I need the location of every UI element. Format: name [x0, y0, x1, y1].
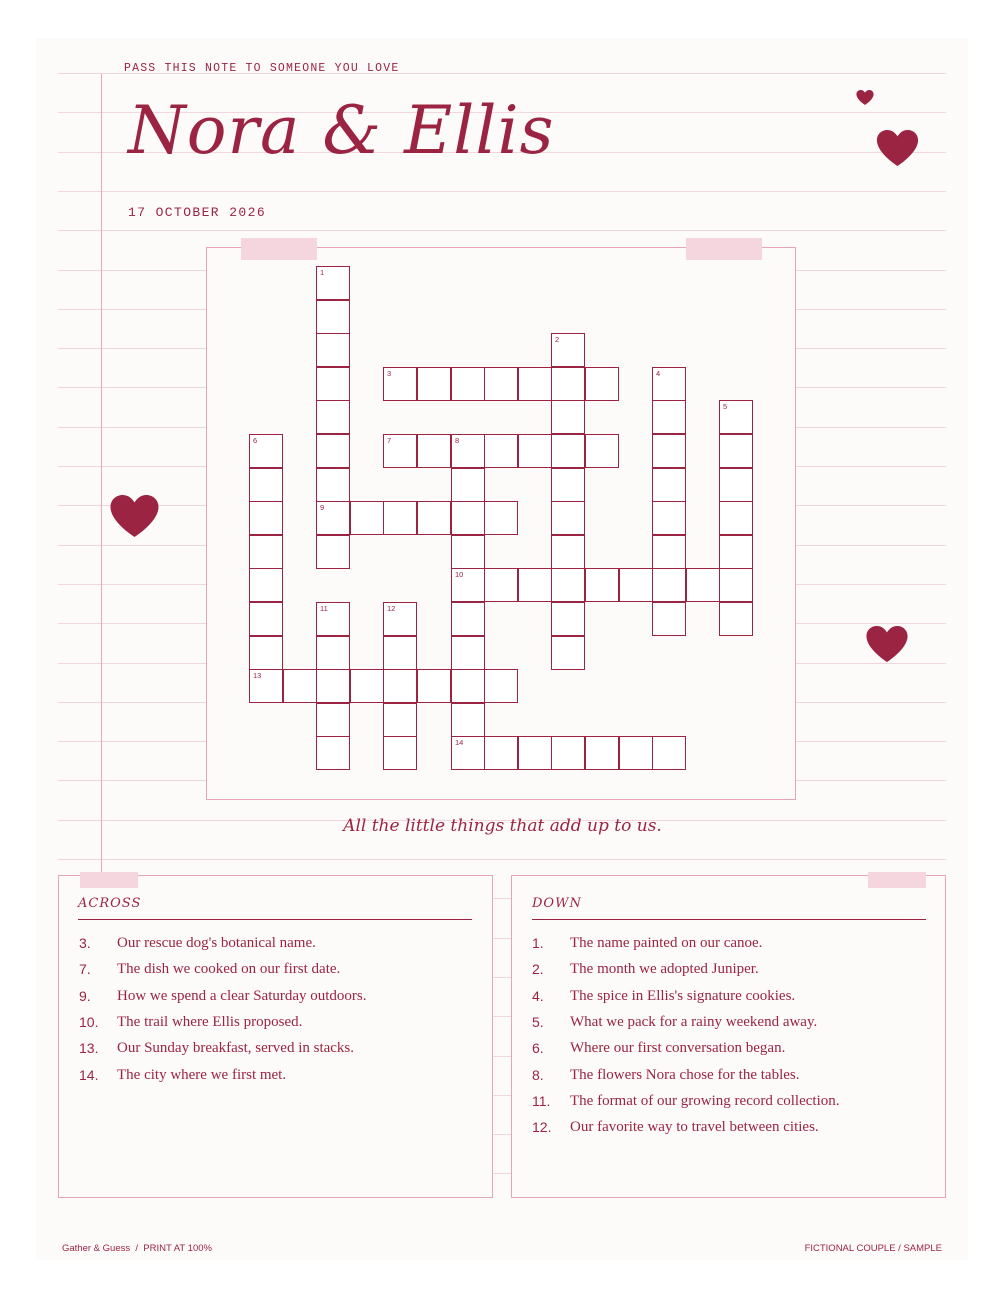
crossword-cell[interactable]: [719, 468, 753, 502]
crossword-cell[interactable]: [316, 468, 350, 502]
crossword-cell[interactable]: [249, 501, 283, 535]
crossword-cell[interactable]: [316, 636, 350, 670]
crossword-cell[interactable]: [518, 568, 552, 602]
clue-item-number: 13.: [79, 1040, 99, 1056]
down-divider: [532, 919, 926, 920]
clue-item-text: The name painted on our canoe.: [570, 935, 763, 951]
crossword-cell[interactable]: [652, 367, 686, 401]
clue-number: 3: [387, 369, 392, 378]
ruled-line: [58, 859, 946, 860]
clue-item-text: What we pack for a rainy weekend away.: [570, 1014, 818, 1030]
ruled-line: [58, 230, 946, 231]
heart-icon: [865, 626, 909, 662]
clue-item-number: 2.: [532, 961, 544, 977]
clue-item-text: Our rescue dog's botanical name.: [117, 935, 316, 951]
clue-item-number: 6.: [532, 1040, 544, 1056]
crossword-cell[interactable]: [451, 367, 485, 401]
crossword-cell[interactable]: [719, 602, 753, 636]
crossword-cell[interactable]: [585, 367, 619, 401]
crossword-cell[interactable]: [652, 400, 686, 434]
clue-item-number: 4.: [532, 988, 544, 1004]
crossword-cell[interactable]: [350, 501, 384, 535]
crossword-cell[interactable]: [249, 602, 283, 636]
crossword-cell[interactable]: [551, 434, 585, 468]
clue-number: 14: [455, 738, 464, 747]
crossword-cell[interactable]: [316, 736, 350, 770]
crossword-cell[interactable]: [316, 669, 350, 703]
crossword-cell[interactable]: [652, 736, 686, 770]
crossword-cell[interactable]: [249, 468, 283, 502]
tape-strip: [241, 238, 317, 260]
crossword-cell[interactable]: [551, 501, 585, 535]
clue-number: 7: [387, 436, 392, 445]
crossword-cell[interactable]: [350, 669, 384, 703]
crossword-cell[interactable]: [316, 266, 350, 300]
date-text: 17 OCTOBER 2026: [128, 205, 267, 220]
clue-number: 11: [320, 604, 328, 613]
crossword-cell[interactable]: [719, 535, 753, 569]
crossword-cell[interactable]: [451, 636, 485, 670]
crossword-cell[interactable]: [585, 434, 619, 468]
clue-item-text: Our Sunday breakfast, served in stacks.: [117, 1040, 355, 1056]
crossword-cell[interactable]: [383, 703, 417, 737]
crossword-cell[interactable]: [451, 669, 485, 703]
crossword-cell[interactable]: [316, 400, 350, 434]
page-title: Nora & Ellis: [128, 92, 555, 169]
crossword-cell[interactable]: [551, 602, 585, 636]
crossword-cell[interactable]: [551, 636, 585, 670]
crossword-cell[interactable]: [451, 501, 485, 535]
clue-item-text: The month we adopted Juniper.: [570, 961, 759, 977]
crossword-cell[interactable]: [451, 535, 485, 569]
clue-item-text: Our favorite way to travel between cities.: [570, 1119, 819, 1135]
crossword-cell[interactable]: [484, 568, 518, 602]
clue-number: 8: [455, 436, 460, 445]
crossword-cell[interactable]: [383, 434, 417, 468]
crossword-cell[interactable]: [484, 736, 518, 770]
tape-strip: [80, 872, 138, 888]
crossword-cell[interactable]: [686, 568, 720, 602]
across-divider: [78, 919, 472, 920]
clue-number: 13: [253, 671, 262, 680]
crossword-cell[interactable]: [249, 669, 283, 703]
crossword-cell[interactable]: [619, 736, 653, 770]
heart-icon: [109, 495, 160, 537]
clue-number: 6: [253, 436, 258, 445]
clue-item-number: 1.: [532, 935, 544, 951]
crossword-cell[interactable]: [518, 434, 552, 468]
clue-number: 2: [555, 335, 560, 344]
ruled-line: [58, 191, 946, 192]
crossword-cell[interactable]: [652, 568, 686, 602]
crossword-cell[interactable]: [249, 535, 283, 569]
crossword-cell[interactable]: [451, 602, 485, 636]
clue-number: 12: [387, 604, 396, 613]
crossword-cell[interactable]: [652, 468, 686, 502]
clue-item-number: 3.: [79, 935, 91, 951]
tape-strip: [686, 238, 762, 260]
clue-number: 1: [320, 268, 325, 277]
crossword-cell[interactable]: [417, 367, 451, 401]
clue-item-number: 14.: [79, 1067, 99, 1083]
crossword-cell[interactable]: [551, 367, 585, 401]
crossword-cell[interactable]: [585, 568, 619, 602]
crossword-cell[interactable]: [619, 568, 653, 602]
crossword-cell[interactable]: [249, 434, 283, 468]
kicker-text: PASS THIS NOTE TO SOMEONE YOU LOVE: [124, 62, 400, 75]
crossword-cell[interactable]: [451, 568, 485, 602]
crossword-cell[interactable]: [484, 501, 518, 535]
tape-strip: [868, 872, 926, 888]
clue-number: 5: [723, 402, 728, 411]
crossword-cell[interactable]: [719, 501, 753, 535]
crossword-cell[interactable]: [551, 568, 585, 602]
clue-item-number: 8.: [532, 1067, 544, 1083]
crossword-cell[interactable]: [417, 501, 451, 535]
crossword-cell[interactable]: [316, 501, 350, 535]
across-clue-box: [58, 875, 493, 1198]
heart-icon: [876, 130, 919, 166]
crossword-cell[interactable]: [719, 434, 753, 468]
crossword-cell[interactable]: [719, 400, 753, 434]
footer-left: Gather & Guess / PRINT AT 100%: [62, 1243, 212, 1254]
crossword-cell[interactable]: [551, 736, 585, 770]
crossword-cell[interactable]: [417, 434, 451, 468]
clue-number: 9: [320, 503, 325, 512]
crossword-cell[interactable]: [249, 636, 283, 670]
crossword-cell[interactable]: [383, 636, 417, 670]
across-heading: ACROSS: [78, 896, 142, 911]
clue-item-number: 12.: [532, 1119, 552, 1135]
crossword-cell[interactable]: [383, 736, 417, 770]
clue-number: 10: [455, 570, 464, 579]
crossword-cell[interactable]: [585, 736, 619, 770]
crossword-cell[interactable]: [551, 535, 585, 569]
clue-item-number: 9.: [79, 988, 91, 1004]
tagline: All the little things that add up to us.: [343, 816, 662, 836]
crossword-cell[interactable]: [484, 434, 518, 468]
crossword-cell[interactable]: [652, 501, 686, 535]
clue-item-number: 5.: [532, 1014, 544, 1030]
clue-item-text: The spice in Ellis's signature cookies.: [570, 988, 796, 1004]
crossword-cell[interactable]: [518, 367, 552, 401]
clue-item-text: The format of our growing record collection.: [570, 1093, 840, 1109]
footer-right: FICTIONAL COUPLE / SAMPLE: [804, 1243, 942, 1254]
clue-item-number: 11.: [532, 1093, 551, 1109]
crossword-cell[interactable]: [417, 669, 451, 703]
crossword-cell[interactable]: [484, 669, 518, 703]
heart-icon: [856, 90, 874, 105]
crossword-cell[interactable]: [652, 602, 686, 636]
crossword-cell[interactable]: [383, 669, 417, 703]
crossword-cell[interactable]: [383, 367, 417, 401]
crossword-cell[interactable]: [316, 300, 350, 334]
clue-number: 4: [656, 369, 661, 378]
crossword-cell[interactable]: [316, 333, 350, 367]
down-clue-box: [511, 875, 946, 1198]
crossword-cell[interactable]: [451, 468, 485, 502]
crossword-cell[interactable]: [316, 367, 350, 401]
crossword-cell[interactable]: [316, 434, 350, 468]
crossword-cell[interactable]: [383, 501, 417, 535]
crossword-cell[interactable]: [383, 602, 417, 636]
crossword-cell[interactable]: [652, 434, 686, 468]
crossword-cell[interactable]: [451, 434, 485, 468]
crossword-cell[interactable]: [551, 333, 585, 367]
crossword-cell[interactable]: [316, 602, 350, 636]
clue-item-text: How we spend a clear Saturday outdoors.: [117, 988, 367, 1004]
clue-item-text: The trail where Ellis proposed.: [117, 1014, 303, 1030]
crossword-cell[interactable]: [316, 703, 350, 737]
crossword-cell[interactable]: [283, 669, 317, 703]
crossword-cell[interactable]: [316, 535, 350, 569]
crossword-cell[interactable]: [719, 568, 753, 602]
down-heading: DOWN: [532, 896, 582, 911]
clue-item-text: The dish we cooked on our first date.: [117, 961, 341, 977]
crossword-cell[interactable]: [652, 535, 686, 569]
clue-item-number: 10.: [79, 1014, 99, 1030]
clue-item-text: The city where we first met.: [117, 1067, 287, 1083]
crossword-cell[interactable]: [551, 400, 585, 434]
crossword-cell[interactable]: [518, 736, 552, 770]
crossword-cell[interactable]: [484, 367, 518, 401]
crossword-cell[interactable]: [551, 468, 585, 502]
crossword-cell[interactable]: [249, 568, 283, 602]
clue-item-number: 7.: [79, 961, 91, 977]
crossword-cell[interactable]: [451, 736, 485, 770]
clue-item-text: The flowers Nora chose for the tables.: [570, 1067, 800, 1083]
crossword-cell[interactable]: [451, 703, 485, 737]
clue-item-text: Where our first conversation began.: [570, 1040, 786, 1056]
